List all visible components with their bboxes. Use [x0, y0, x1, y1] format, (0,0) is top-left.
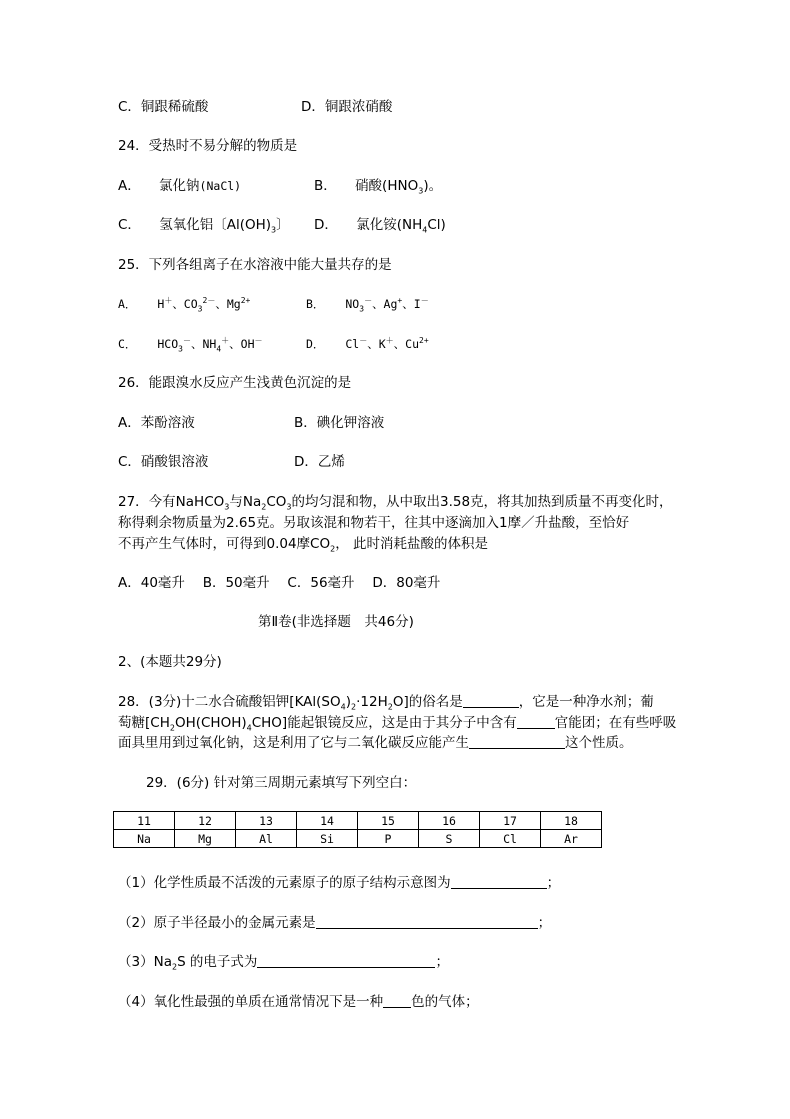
q28-l1-a: 28．(3分)十二水合硫酸铝钾[KAl(SO: [118, 694, 341, 710]
q29-s3-sub: 2: [171, 962, 178, 972]
q25-option-a: [118, 295, 250, 313]
q24-a-formula: (NaCl): [199, 179, 242, 193]
q29-s2-end: ；: [537, 915, 552, 931]
q25-d-ion3-charge: 2+: [419, 336, 429, 346]
q25-d-ion3: 、Cu: [393, 337, 420, 351]
period-3-table: [113, 811, 602, 848]
element-symbol-cell: Na: [114, 830, 175, 848]
q25-c-ion1-charge: －: [182, 336, 191, 346]
q24-d-end: Cl): [427, 217, 446, 233]
q27-l1-a: 27．今有NaHCO: [118, 494, 225, 510]
q25-b-ion1: NO: [345, 297, 360, 311]
q27-line-1: [118, 493, 673, 511]
q25-c-ion2: 、NH: [190, 337, 217, 351]
q25-c-letter: C．: [118, 337, 137, 351]
q25-option-d: [306, 335, 429, 353]
q25-a-letter: A．: [118, 297, 137, 311]
q29-sub-2: [118, 914, 551, 932]
q24-c-end: 〕: [276, 217, 290, 233]
q29-s3-end: ；: [435, 954, 449, 970]
q24-a-text: 氯化钠: [159, 178, 200, 194]
atomic-number-cell: 11: [114, 812, 175, 830]
q24-c-sub: 3: [271, 225, 277, 235]
q28-l2-a: 萄糖[CH: [118, 715, 170, 731]
atomic-number-cell: 14: [297, 812, 358, 830]
atomic-number-cell: 16: [419, 812, 480, 830]
q28-l2-sub2: 4: [246, 723, 252, 733]
q28-l1-e: ，它是一种净水剂；葡: [518, 694, 654, 710]
q28-l1-sub1: 4: [340, 702, 346, 712]
q24-d-text: 氯化铵(NH: [356, 217, 423, 233]
q25-b-ion2-charge: +: [397, 296, 403, 306]
q28-line-3: [118, 734, 633, 752]
q25-b-letter: B．: [306, 297, 325, 311]
q29-s3-text2: S 的电子式为: [177, 954, 258, 970]
q24-d-sub: 4: [422, 225, 428, 235]
q29-s1-text: （1）化学性质最不活泼的元素原子的原子结构示意图为: [118, 875, 451, 891]
element-symbol-cell: Si: [297, 830, 358, 848]
q28-l1-c: ·12H: [356, 694, 388, 710]
q24-a-letter: A．: [118, 178, 141, 194]
atomic-number-cell: 12: [175, 812, 236, 830]
q25-option-b: [306, 295, 429, 313]
q25-a-ion2-charge: 2－: [202, 296, 216, 306]
q24-c-letter: C．: [118, 217, 141, 233]
element-symbol-cell: S: [419, 830, 480, 848]
q27-l1-d: 的均匀混和物，从中取出3.58克，将其加热到质量不再变化时，: [291, 494, 673, 510]
q28-l2-d: 官能团；在有些呼吸: [554, 715, 677, 731]
q26-option-a: A．苯酚溶液: [118, 415, 195, 431]
q29-blank-4[interactable]: [383, 993, 411, 1008]
q27-l1-sub1: 3: [224, 502, 230, 512]
element-symbol-cell: P: [358, 830, 419, 848]
q27-l1-c: CO: [266, 494, 287, 510]
q25-a-ion2: 、CO: [172, 297, 198, 311]
q29-s2-text: （2）原子半径最小的金属元素是: [118, 915, 316, 931]
q24-c-text: 氢氧化铝〔Al(OH): [159, 217, 272, 233]
q28-line-2: [118, 714, 676, 732]
atomic-number-cell: 18: [541, 812, 602, 830]
q28-l3-b: 这个性质。: [565, 735, 633, 751]
q25-d-ion2: 、K: [367, 337, 386, 351]
q29-s3-text: （3）Na: [118, 954, 172, 970]
atomic-number-cell: 13: [236, 812, 297, 830]
element-symbol-cell: Al: [236, 830, 297, 848]
q28-blank-3[interactable]: [469, 734, 565, 749]
element-symbol-cell: Cl: [480, 830, 541, 848]
q25-option-c: [118, 335, 263, 353]
q27-l1-b: 与Na: [229, 494, 262, 510]
q26-option-d: D．乙烯: [294, 454, 345, 470]
q27-l1-sub3: 3: [286, 502, 292, 512]
q24-b-sub: 3: [418, 186, 424, 196]
q29-sub-1: [118, 874, 560, 892]
element-symbol-row: [114, 830, 602, 848]
q25-b-ion3: 、I: [402, 297, 421, 311]
q28-l2-sub1: 2: [169, 723, 175, 733]
q28-blank-1[interactable]: [463, 693, 519, 708]
q25-b-ion1-sub: 3: [359, 304, 365, 314]
q27-l3-b: ， 此时消耗盐酸的体积是: [335, 536, 489, 552]
q24-b-text: 硝酸(HNO: [355, 178, 419, 194]
q25-b-ion1-charge: －: [364, 296, 373, 306]
q23-option-d: D．铜跟浓硝酸: [301, 99, 393, 115]
q27-line-3: [118, 535, 488, 553]
q29-sub-4: [118, 993, 479, 1011]
q24-option-c: [118, 216, 290, 234]
q29-sub-3: [118, 953, 449, 971]
q24-stem: 24．受热时不易分解的物质是: [118, 138, 298, 154]
q25-c-ion3-charge: －: [254, 336, 263, 346]
q28-l2-b: OH(CHOH): [174, 715, 247, 731]
q24-option-d: [314, 216, 446, 234]
q27-l3-a: 不再产生气体时，可得到0.04摩CO: [118, 536, 331, 552]
q27-line-2: 称得剩余物质量为2.65克。另取该混和物若干，往其中逐滴加入1摩／升盐酸，至恰好: [118, 515, 630, 531]
q25-a-ion1: H: [157, 297, 165, 311]
q28-l3-a: 面具里用到过氧化钠，这是利用了它与二氧化碳反应能产生: [118, 735, 469, 751]
q24-option-a: [118, 177, 241, 195]
q29-s4-end: 色的气体；: [411, 994, 479, 1010]
q29-blank-2[interactable]: [316, 914, 538, 929]
q27-options: A．40毫升 B．50毫升 C．56毫升 D．80毫升: [118, 575, 441, 591]
q28-l2-c: CHO]能起银镜反应，这是由于其分子中含有: [251, 715, 517, 731]
q25-c-ion2-charge: ＋: [221, 336, 230, 346]
q25-stem: 25．下列各组离子在水溶液中能大量共存的是: [118, 257, 392, 273]
q29-blank-1[interactable]: [451, 874, 547, 889]
q25-a-ion1-charge: ＋: [164, 296, 173, 306]
q29-s1-end: ；: [546, 875, 561, 891]
q29-s4-text: （4）氧化性最强的单质在通常情况下是一种: [118, 994, 384, 1010]
q25-a-ion2-sub: 3: [197, 304, 203, 314]
q28-l1-sub3: 2: [387, 702, 393, 712]
atomic-number-cell: 15: [358, 812, 419, 830]
q24-d-letter: D．: [314, 217, 338, 233]
q25-d-ion1: Cl: [345, 337, 360, 351]
q26-option-b: B．碘化钾溶液: [294, 415, 385, 431]
q26-option-c: C．硝酸银溶液: [118, 454, 209, 470]
q25-c-ion1: HCO: [157, 337, 179, 351]
q26-stem: 26．能跟溴水反应产生浅黄色沉淀的是: [118, 375, 352, 391]
q24-option-b: [314, 177, 442, 195]
q28-blank-2[interactable]: [517, 714, 555, 729]
q25-b-ion2: 、Ag: [372, 297, 398, 311]
atomic-number-cell: 17: [480, 812, 541, 830]
q29-blank-3[interactable]: [257, 953, 435, 968]
q25-d-ion1-charge: －: [359, 336, 368, 346]
section-title: 第Ⅱ卷(非选择题 共46分): [258, 614, 414, 630]
element-symbol-cell: Mg: [175, 830, 236, 848]
element-symbol-cell: Ar: [541, 830, 602, 848]
q25-d-ion2-charge: ＋: [385, 336, 394, 346]
atomic-number-row: [114, 812, 602, 830]
q23-option-c: C．铜跟稀硫酸: [118, 99, 209, 115]
q25-b-ion3-charge: －: [420, 296, 429, 306]
q24-b-end: )。: [423, 178, 443, 194]
q27-l1-sub2: 2: [261, 502, 267, 512]
q27-l3-sub: 2: [330, 544, 336, 554]
q25-c-ion1-sub: 3: [178, 344, 183, 354]
q28-l1-sub2: 2: [351, 702, 357, 712]
part-2-heading: 2、(本题共29分): [118, 654, 222, 670]
q29-stem: 29．(6分) 针对第三周期元素填写下列空白：: [146, 775, 417, 791]
q25-c-ion3: 、OH: [229, 337, 255, 351]
q25-c-ion2-sub: 4: [216, 344, 222, 354]
q28-l1-d: O]的俗名是: [392, 694, 463, 710]
q28-line-1: [118, 693, 654, 711]
q25-a-ion3-charge: 2+: [240, 296, 251, 306]
q24-b-letter: B．: [314, 178, 337, 194]
q28-l1-b: ): [345, 694, 352, 710]
q25-a-ion3: 、Mg: [215, 297, 241, 311]
q25-d-letter: D．: [306, 337, 325, 351]
